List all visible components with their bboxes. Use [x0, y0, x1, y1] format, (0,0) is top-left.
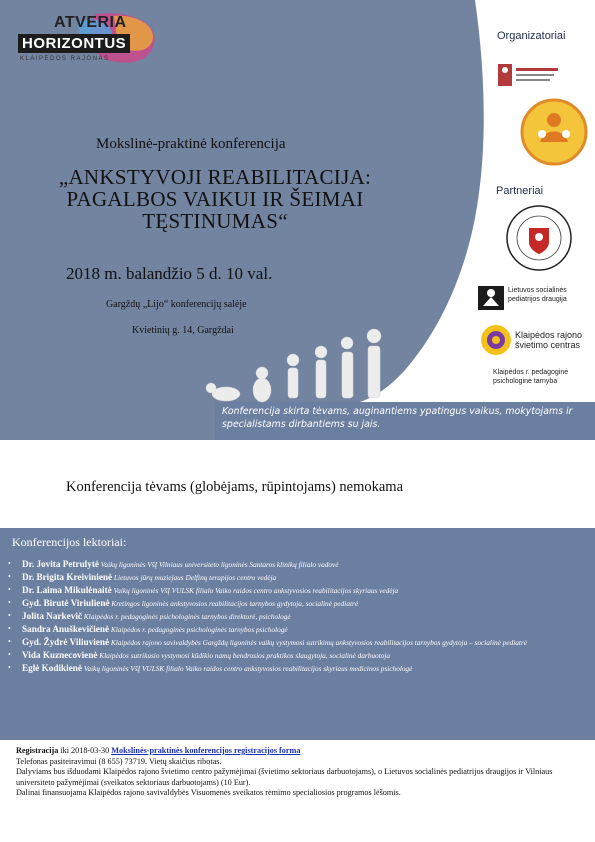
partner-label-social-pediatrics: Lietuvos socialinės pediatrijos draugija: [508, 287, 567, 303]
atveria-horizontus-logo: [18, 12, 158, 72]
lecturer-name: Dr. Laima Mikulėnaitė: [22, 585, 112, 595]
lecturer-role: Klaipėdos r. pedagoginės psichologinės tarnybos direktorė, psichologė: [83, 612, 291, 621]
logo-line1: ATVERIA: [54, 14, 127, 31]
lecturer-item: [8, 584, 588, 597]
lecturer-name: Sandra Anuškevičienė: [22, 624, 110, 634]
klaipeda-education-centre-logo: [480, 324, 512, 356]
conference-venue: Gargždų „Lijo“ konferencijų salėje: [106, 299, 247, 310]
bullet-icon: •: [8, 598, 11, 607]
lecturer-role: Klaipėdos rajono savivaldybės Gargždų ligoninės vaikų vystymosi sutrikimų ankstyvosios reabilitacijos tarnybos gydytoja – socialinė pediatrė: [110, 638, 528, 647]
bullet-icon: •: [8, 611, 11, 620]
lecturer-item: [8, 610, 588, 623]
conference-title: „ANKSTYVOJI REABILITACIJA: PAGALBOS VAIKUI IR ŠEIMAI TĘSTINUMAS“: [58, 165, 372, 233]
lecturers-list: [8, 558, 588, 675]
phone-info: Telefonas pasiteiravimui (8 655) 73719. Vietų skaičius ribotas.: [16, 756, 222, 766]
lt-deaf-association-logo: [498, 62, 560, 92]
registration-deadline: iki 2018-03-30: [58, 746, 112, 755]
lecturer-role: Lietuvos jūrų muziejaus Delfinų terapijos centro vedėja: [113, 573, 277, 582]
funding-info: Dalinai finansuojama Klaipėdos rajono savivaldybės Visuomenės sveikatos rėmimo specialiosios programos lėšomis.: [16, 788, 401, 798]
registration-label: Registracija: [16, 746, 59, 755]
lecturer-item: [8, 558, 588, 571]
lecturers-panel: [0, 528, 595, 740]
lecturer-name: Eglė Kodikienė: [22, 663, 82, 673]
lecturer-item: [8, 662, 588, 675]
registration-footer: [16, 746, 586, 799]
logo-line2: HORIZONTUS: [18, 34, 130, 53]
lecturer-item: [8, 649, 588, 662]
vilnius-university-logo: [505, 204, 573, 272]
conference-type: Mokslinė-praktinė konferencija: [96, 136, 286, 152]
conference-date: 2018 m. balandžio 5 d. 10 val.: [66, 264, 273, 283]
partner-label-pedagogical-service: Klaipėdos r. pedagoginė psichologinė tarnyba: [493, 369, 569, 385]
free-for-parents-note: Konferencija tėvams (globėjams, rūpintojams) nemokama: [66, 479, 404, 495]
lecturer-name: Dr. Jovita Petrulytė: [22, 559, 99, 569]
certificates-info: Dalyviams bus išduodami Klaipėdos rajono švietimo centro pažymėjimai (švietimo sektoriaus darbuotojams), o Lietuvos socialinės pediatrijos draugijos ir Vilniaus universiteto pažymėjimai (sveikatos sektoriaus darbuotojams) (10 Eur).: [16, 767, 553, 787]
bullet-icon: •: [8, 585, 11, 594]
lecturer-name: Dr. Brigita Kreivinienė: [22, 572, 113, 582]
lecturer-item: [8, 623, 588, 636]
bullet-icon: •: [8, 650, 11, 659]
lecturer-role: Vaikų ligoninės VšĮ Vilniaus universiteto ligoninės Santaros klinikų filialo vadovė: [100, 560, 339, 569]
social-pediatrics-society-logo: [478, 286, 504, 310]
partners-heading: Partneriai: [496, 185, 544, 197]
lecturer-role: Kretingos ligoninės ankstyvosios reabilitacijos tarnybos gydytoja, socialinė pediatrė: [111, 599, 359, 608]
lecturer-name: Gyd. Žydrė Viliuvienė: [22, 637, 110, 647]
registration-form-link[interactable]: Mokslinės-praktinės konferencijos registracijos forma: [111, 746, 301, 755]
lecturer-role: Klaipėdos sutrikusio vystymosi kūdikio namų bendrosios praktikos slaugytoja, socialinė darbuotoja: [99, 651, 391, 660]
audience-note: Konferencija skirta tėvams, auginantiems ypatingus vaikus, mokytojams ir specialistams dirbantiems su jais.: [222, 406, 573, 430]
lecturer-role: Vaikų ligoninės VšĮ VULSK filialo Vaiko raidos centro ankstyvosios reabilitacijos skyriaus medicinos psichologė: [83, 664, 413, 673]
bullet-icon: •: [8, 624, 11, 633]
partner-label-education-centre: Klaipėdos rajono švietimo centras: [515, 330, 583, 350]
lecturer-name: Vida Kuznecovienė: [22, 650, 98, 660]
klaipeda-district-municipality-logo: [520, 98, 588, 166]
lecturers-heading: Konferencijos lektoriai:: [12, 535, 127, 549]
lecturer-item: [8, 597, 588, 610]
lecturer-role: Vaikų ligoninės VšĮ VULSK filialo Vaiko raidos centro ankstyvosios reabilitacijos skyriaus vedėja: [113, 586, 399, 595]
lecturer-name: Gyd. Birutė Viriulienė: [22, 598, 110, 608]
logo-line3: KLAIPĖDOS RAJONAS: [20, 56, 110, 62]
bullet-icon: •: [8, 559, 11, 568]
conference-address: Kvietinių g. 14, Gargždai: [132, 325, 234, 336]
registration-line: [16, 746, 586, 757]
lecturer-item: [8, 636, 588, 649]
lecturer-name: Jolita Narkevič: [22, 611, 82, 621]
lecturer-role: Klaipėdos r. pedagoginės psichologinės tarnybos psichologė: [110, 625, 288, 634]
lecturer-item: [8, 571, 588, 584]
organizers-heading: Organizatoriai: [497, 30, 566, 42]
bullet-icon: •: [8, 572, 11, 581]
bullet-icon: •: [8, 637, 11, 646]
bullet-icon: •: [8, 663, 11, 672]
